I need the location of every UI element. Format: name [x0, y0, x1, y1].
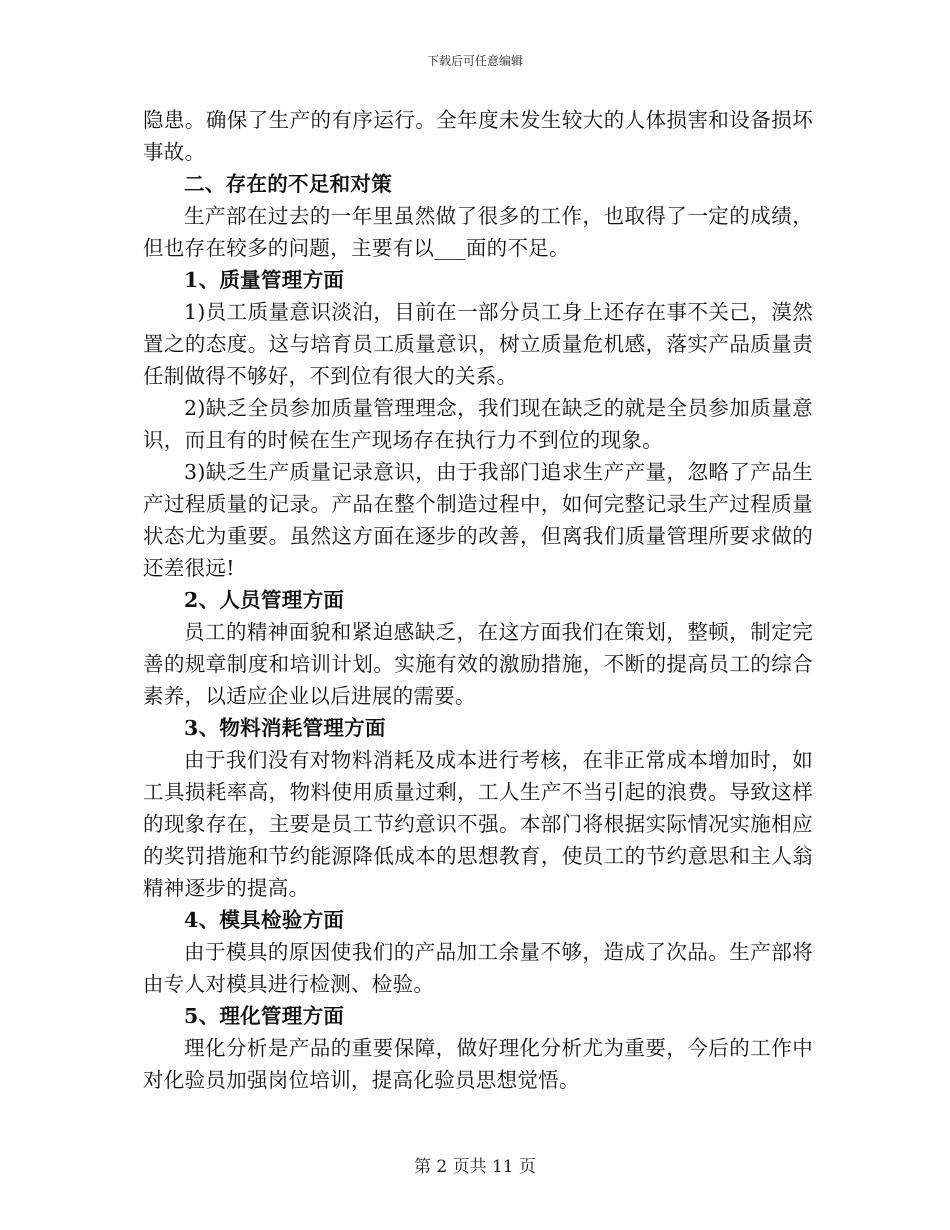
document-body	[143, 104, 813, 1096]
materials-paragraph: 由于我们没有对物料消耗及成本进行考核，在非正常成本增加时，如工具损耗率高，物料使用质量过剩，工人生产不当引起的浪费。导致这样的现象存在，主要是员工节约意识不强。本部门将根据实际情况实施相应的奖罚措施和节约能源降低成本的思想教育，使员工的节约意思和主人翁精神逐步的提高。	[143, 748, 813, 900]
header-note: 下载后可任意编辑	[426, 54, 523, 68]
materials-heading: 3、物料消耗管理方面	[184, 716, 386, 740]
quality-item: 1)员工质量意识淡泊，目前在一部分员工身上还存在事不关己，漠然置之的态度。这与培育员工质量意识，树立质量危机感，落实产品质量责任制做得不够好，不到位有很大的关系。	[143, 300, 813, 388]
intro-paragraph: 隐患。确保了生产的有序运行。全年度未发生较大的人体损害和设备损坏事故。	[143, 108, 813, 164]
section-paragraph: 生产部在过去的一年里虽然做了很多的工作，也取得了一定的成绩，但也存在较多的问题，主要有以___面的不足。	[143, 204, 813, 260]
quality-item: 3)缺乏生产质量记录意识，由于我部门追求生产产量，忽略了产品生产过程质量的记录。产品在整个制造过程中，如何完整记录生产过程质量状态尤为重要。虽然这方面在逐步的改善，但离我们质量管理所要求做的还差很远!	[143, 460, 813, 580]
molds-heading: 4、模具检验方面	[184, 908, 345, 932]
page-number: 第 2 页共 11 页	[413, 1157, 537, 1177]
molds-paragraph: 由于模具的原因使我们的产品加工余量不够，造成了次品。生产部将由专人对模具进行检测、检验。	[143, 940, 813, 996]
quality-heading: 1、质量管理方面	[184, 268, 345, 292]
quality-item: 2)缺乏全员参加质量管理理念，我们现在缺乏的就是全员参加质量意识，而且有的时候在生产现场存在执行力不到位的现象。	[143, 396, 813, 452]
section-heading: 二、存在的不足和对策	[184, 172, 392, 196]
physchem-paragraph: 理化分析是产品的重要保障，做好理化分析尤为重要，今后的工作中对化验员加强岗位培训，提高化验员思想觉悟。	[143, 1036, 813, 1092]
personnel-paragraph: 员工的精神面貌和紧迫感缺乏，在这方面我们在策划，整顿，制定完善的规章制度和培训计划。实施有效的激励措施，不断的提高员工的综合素养，以适应企业以后进展的需要。	[143, 620, 813, 708]
physchem-heading: 5、理化管理方面	[184, 1004, 345, 1028]
personnel-heading: 2、人员管理方面	[184, 588, 345, 612]
